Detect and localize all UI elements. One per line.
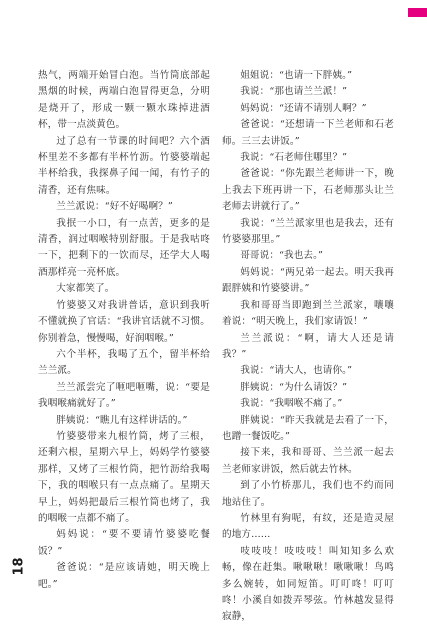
paragraph: 爸爸说：“是应该请她，明天晚上吧。” [38,562,210,590]
paragraph: 胖姨说：“昨天我就是去看了一下，也蹭一餐饭吃。” [222,414,394,442]
paragraph: 我说：“那也请兰兰派！” [240,86,348,98]
right-text-column [222,68,394,626]
paragraph: 六个半杯，我喝了五个，留半杯给兰兰派。 [38,348,210,377]
paragraph: 接下来，我和哥哥、兰兰派一起去兰老师家讲饭，然后就去竹林。 [222,447,394,475]
paragraph: 爸爸说：“你先跟兰老师讲一下，晚上我去下班再讲一下，石老师那头让兰老师去讲就行了。” [222,168,394,213]
paragraph: 大家都笑了。 [56,283,115,295]
paragraph: 爸爸说：“还想请一下兰老师和石老师。三三去讲饭。” [222,119,394,147]
paragraph: 胖姨说：“瞧儿有这样讲话的。” [56,414,188,426]
paragraph: 兰兰派说：“啊，请大人还是请我？” [222,332,394,360]
paragraph: 妈妈说：“要不要请竹婆婆吃餐饭？” [38,529,210,557]
paragraph: 过了总有一节课的时间吧？六个酒杯里差不多都有半杯竹沥。竹婆婆端起半杯给我，我探鼻子闻一闻，有竹子的清香，还有焦味。 [38,135,210,196]
paragraph: 我说：“请大人，也请你。” [240,365,353,377]
paragraph: 我说：“兰兰派家里也是我去，还有竹婆婆那里。” [222,217,394,246]
corner-accent-mark [408,8,427,17]
page-number: 18 [11,557,27,576]
paragraph: 我说：“石老师住哪里？” [240,152,348,164]
paragraph: 竹婆婆带来九根竹筒，烤了三根，还剩六根，星期六早上，妈妈学竹婆婆那样，又烤了三根竹筒，把竹沥给我喝下，我的咽喉只有一点点痛了。星期天早上，妈妈把最后三根竹筒也烤了，我的咽喉一点都不痛了。 [38,430,210,524]
paragraph: 妈妈说：“还请不请别人啊？” [240,102,367,114]
paragraph: 我说：“我咽喉不痛了。” [240,398,343,410]
paragraph: 兰兰派尝完了咂吧咂嘴，说：“要是我咽喉痛就好了。” [38,381,210,410]
paragraph: 竹婆婆又对我讲普话，意识到我听不懂就换了官话：“我讲官话就不习惯。你别着急，慢慢喝，好润咽喉。” [38,299,210,344]
paragraph: 哥哥说：“我也去。” [240,250,323,262]
paragraph: 姐姐说：“也请一下胖姨。” [240,70,353,81]
paragraph: 吱吱吱！吱吱吱！叫知知多么欢畅，像在赶集。啾啾啾！啾啾啾！鸟鸣多么婉转，如同短笛。叮叮咚！叮叮咚！小溪自如拨弄琴弦。竹林越发显得寂静， [222,545,394,623]
left-text-column [38,68,210,593]
paragraph: 胖姨说：“为什么请饭？” [240,381,348,393]
paragraph: 我和哥哥当即跑到兰兰派家，嚷嚷着说：“明天晚上，我们家请饭！” [222,299,394,328]
paragraph: 到了小竹桥那儿，我们也不约而同地站住了。 [222,480,394,508]
paragraph: 我抿一小口，有一点苦，更多的是清香，润过咽喉特别舒服。于是我咕咚一下，把剩下的一饮而尽，还学大人喝酒那样亮一亮杯底。 [38,217,210,278]
paragraph: 热气，两端开始冒白泡。当竹筒底部起黑烟的时候，两端白泡冒得更急，分明是烧开了，形成一颗一颗水珠掉进酒杯，带一点淡黄色。 [38,70,210,131]
paragraph: 妈妈说：“两兄弟一起去。明天我再跟胖姨和竹婆婆讲。” [222,266,394,295]
paragraph: 竹林里有狗呢，有纹，还是造灵屋的地方…… [222,512,394,541]
paragraph: 兰兰派说：“好不好喝啊？” [56,201,173,213]
